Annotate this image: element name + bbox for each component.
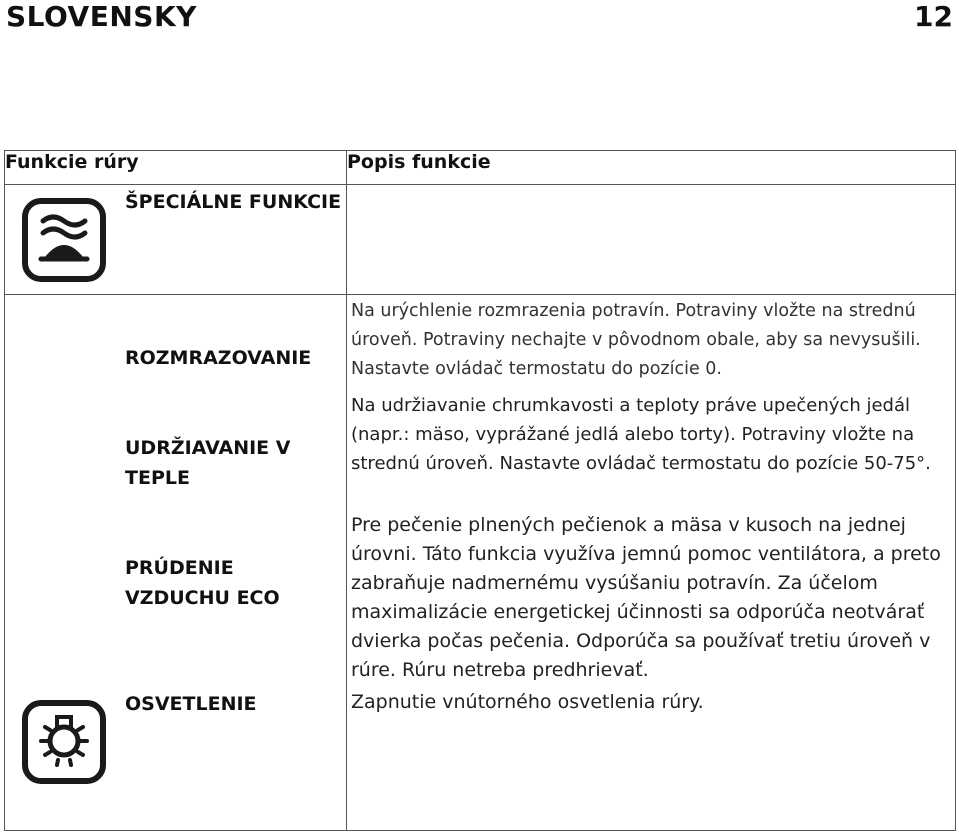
function-label-keep-warm: UDRŽIAVANIE V TEPLE	[125, 436, 291, 489]
description-light: Zapnutie vnútorného osvetlenia rúry.	[351, 690, 704, 713]
functions-label-cell	[5, 294, 347, 830]
description-keep-warm: Na udržiavanie chrumkavosti a teploty práve upečených jedál (napr.: mäso, vyprážané jedlá alebo torty). Potraviny vložte na strednú úroveň. Nastavte ovládač termostatu do pozície 50-75°.	[351, 394, 931, 474]
special-functions-description-cell	[347, 185, 956, 295]
column-header-description: Popis funkcie	[347, 151, 956, 185]
table-header-row	[5, 151, 956, 185]
function-label-light: OSVETLENIE	[125, 692, 257, 715]
function-label-eco-airflow: PRÚDENIE VZDUCHU ECO	[125, 556, 280, 609]
functions-description-cell	[347, 294, 956, 830]
language-title: SLOVENSKY	[6, 0, 197, 33]
page-number: 12	[914, 0, 953, 33]
function-label-defrost: ROZMRAZOVANIE	[125, 346, 312, 369]
description-eco-airflow: Pre pečenie plnených pečienok a mäsa v kusoch na jednej úrovni. Táto funkcia využíva jemnú pomoc ventilátora, a preto zabraňuje nadmernému vysúšaniu potravín. Za účelom maximalizácie energetickej účinnosti sa odporúča neotvárať dvierka počas pečenia. Odporúča sa používať tretiu úroveň v rúre. Rúru netreba predhrievať.	[351, 513, 941, 681]
table-row	[5, 294, 956, 830]
light-bulb-icon	[19, 697, 109, 787]
column-header-functions: Funkcie rúry	[5, 151, 347, 185]
special-functions-cell	[5, 185, 347, 295]
description-defrost: Na urýchlenie rozmrazenia potravín. Potraviny vložte na strednú úroveň. Potraviny nechajte v pôvodnom obale, aby sa nevysušili. Nastavte ovládač termostatu do pozície 0.	[351, 300, 921, 379]
page-header	[6, 0, 953, 34]
table-row	[5, 185, 956, 295]
oven-functions-table	[4, 150, 956, 831]
special-functions-icon	[19, 195, 109, 285]
section-title: ŠPECIÁLNE FUNKCIE	[125, 191, 342, 214]
